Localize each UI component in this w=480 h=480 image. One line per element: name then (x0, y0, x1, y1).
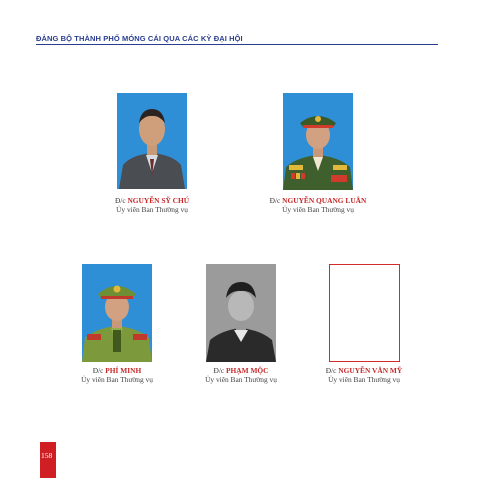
caption-name: PHẠM MỘC (226, 366, 269, 375)
caption-name: NGUYỄN SỸ CHÚ (127, 196, 190, 205)
caption-role: Ủy viên Ban Thường vụ (81, 375, 153, 385)
caption-prefix: Đ/c (92, 366, 104, 375)
caption-name: PHÍ MINH (105, 366, 142, 375)
caption-prefix: Đ/c (213, 366, 225, 375)
caption-role: Ủy viên Ban Thường vụ (328, 375, 400, 385)
page-header-title: ĐẢNG BỘ THÀNH PHỐ MÓNG CÁI QUA CÁC KỲ ĐẠI HỘI (36, 34, 243, 43)
caption-prefix: Đ/c (114, 196, 126, 205)
portrait-photo-1 (117, 93, 187, 189)
caption-prefix: Đ/c (269, 196, 281, 205)
man-in-suit-image (117, 93, 187, 189)
black-and-white-image (206, 264, 276, 362)
caption-name: NGUYỄN VĂN MỸ (338, 366, 403, 375)
portrait-caption-1 (62, 196, 242, 215)
caption-role: Ủy viên Ban Thường vụ (282, 205, 354, 215)
page-number: 158 (41, 451, 53, 460)
portrait-photo-5-empty-frame (329, 264, 400, 362)
portrait-photo-2 (283, 93, 353, 190)
caption-prefix: Đ/c (325, 366, 337, 375)
military-officer-image (283, 93, 353, 190)
page-number-tab (40, 442, 56, 478)
portrait-caption-5 (274, 366, 454, 385)
caption-role: Ủy viên Ban Thường vụ (205, 375, 277, 385)
portrait-photo-4 (206, 264, 276, 362)
police-officer-image (82, 264, 152, 362)
caption-name: NGUYỄN QUANG LUÂN (282, 196, 367, 205)
caption-role: Ủy viên Ban Thường vụ (116, 205, 188, 215)
portrait-photo-3 (82, 264, 152, 362)
portrait-caption-2 (228, 196, 408, 215)
header-divider (36, 44, 438, 45)
